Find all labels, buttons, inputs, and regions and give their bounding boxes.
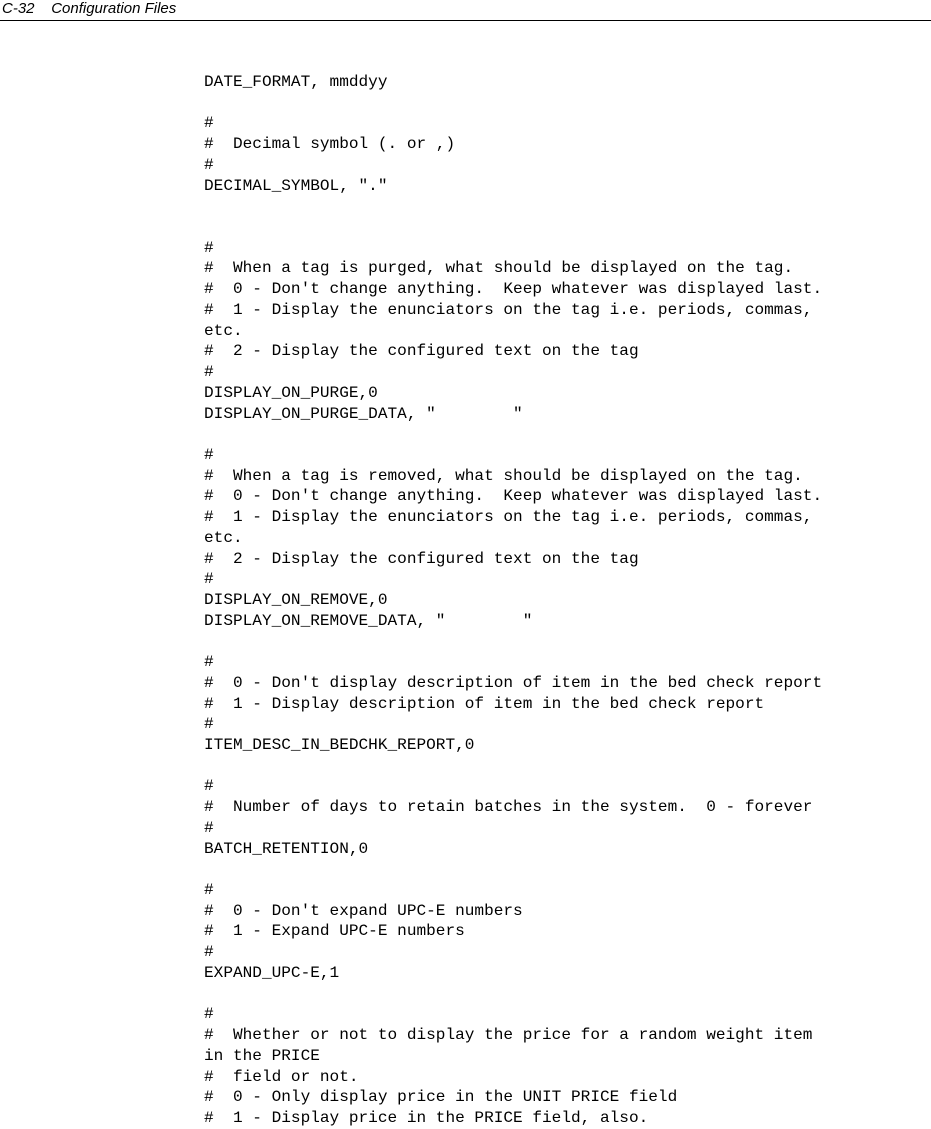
code-line: # bbox=[204, 881, 214, 900]
code-line: # bbox=[204, 715, 214, 734]
code-line: # 1 - Display price in the PRICE field, also. bbox=[204, 1108, 649, 1127]
code-line: # bbox=[204, 570, 214, 589]
code-line bbox=[204, 424, 931, 445]
section-title: Configuration Files bbox=[51, 0, 177, 17]
code-line: # bbox=[204, 943, 214, 962]
code-line: # 1 - Display the enunciators on the tag i.e. periods, commas, bbox=[204, 300, 813, 319]
code-line: # 2 - Display the configured text on the tag bbox=[204, 342, 639, 361]
code-line: # Number of days to retain batches in the system. 0 - forever bbox=[204, 798, 813, 817]
code-line: # bbox=[204, 777, 214, 796]
code-line: # 1 - Display the enunciators on the tag i.e. periods, commas, bbox=[204, 508, 813, 527]
code-line: DISPLAY_ON_PURGE,0 bbox=[204, 383, 378, 402]
code-line: # When a tag is purged, what should be displayed on the tag. bbox=[204, 259, 794, 278]
code-line: DISPLAY_ON_REMOVE,0 bbox=[204, 590, 388, 609]
code-line: # 1 - Display description of item in the bed check report bbox=[204, 694, 765, 713]
code-line: # When a tag is removed, what should be displayed on the tag. bbox=[204, 466, 803, 485]
code-line: BATCH_RETENTION,0 bbox=[204, 839, 369, 858]
page-header-text bbox=[2, 0, 176, 17]
code-line: # bbox=[204, 818, 214, 837]
code-line: # Whether or not to display the price for a random weight item bbox=[204, 1026, 813, 1045]
code-line: ITEM_DESC_IN_BEDCHK_REPORT,0 bbox=[204, 736, 475, 754]
code-line: # bbox=[204, 653, 214, 672]
code-line: # bbox=[204, 1005, 214, 1024]
code-line: etc. bbox=[204, 321, 243, 340]
code-line bbox=[204, 217, 931, 238]
code-line bbox=[204, 93, 931, 114]
config-file-listing bbox=[204, 72, 931, 1129]
code-line: DATE_FORMAT, mmddyy bbox=[204, 73, 388, 91]
code-line: # bbox=[204, 114, 214, 133]
code-line: # field or not. bbox=[204, 1067, 359, 1086]
code-line: # 0 - Don't display description of item in the bed check report bbox=[204, 673, 823, 692]
code-line: # 1 - Expand UPC-E numbers bbox=[204, 922, 465, 941]
code-line: DISPLAY_ON_PURGE_DATA, " " bbox=[204, 404, 523, 423]
code-line: # 0 - Only display price in the UNIT PRICE field bbox=[204, 1088, 678, 1107]
code-line: # bbox=[204, 445, 214, 464]
page-number: C-32 bbox=[2, 0, 35, 17]
code-line: # 0 - Don't change anything. Keep whatever was displayed last. bbox=[204, 487, 823, 506]
code-line bbox=[204, 859, 931, 880]
code-line bbox=[204, 631, 931, 652]
code-line bbox=[204, 756, 931, 777]
code-line: DECIMAL_SYMBOL, "." bbox=[204, 176, 388, 195]
code-line: # 0 - Don't change anything. Keep whatever was displayed last. bbox=[204, 280, 823, 299]
code-line: # bbox=[204, 238, 214, 257]
code-line: EXPAND_UPC-E,1 bbox=[204, 963, 340, 982]
code-line: in the PRICE bbox=[204, 1046, 320, 1065]
code-line bbox=[204, 196, 931, 217]
code-line: # 2 - Display the configured text on the tag bbox=[204, 549, 639, 568]
code-line: # Decimal symbol (. or ,) bbox=[204, 135, 456, 154]
code-line: # bbox=[204, 155, 214, 174]
code-line: # 0 - Don't expand UPC-E numbers bbox=[204, 901, 523, 920]
code-line: # bbox=[204, 363, 214, 382]
code-line bbox=[204, 984, 931, 1005]
page-header bbox=[0, 0, 931, 21]
code-line: etc. bbox=[204, 528, 243, 547]
code-line: DISPLAY_ON_REMOVE_DATA, " " bbox=[204, 611, 533, 630]
